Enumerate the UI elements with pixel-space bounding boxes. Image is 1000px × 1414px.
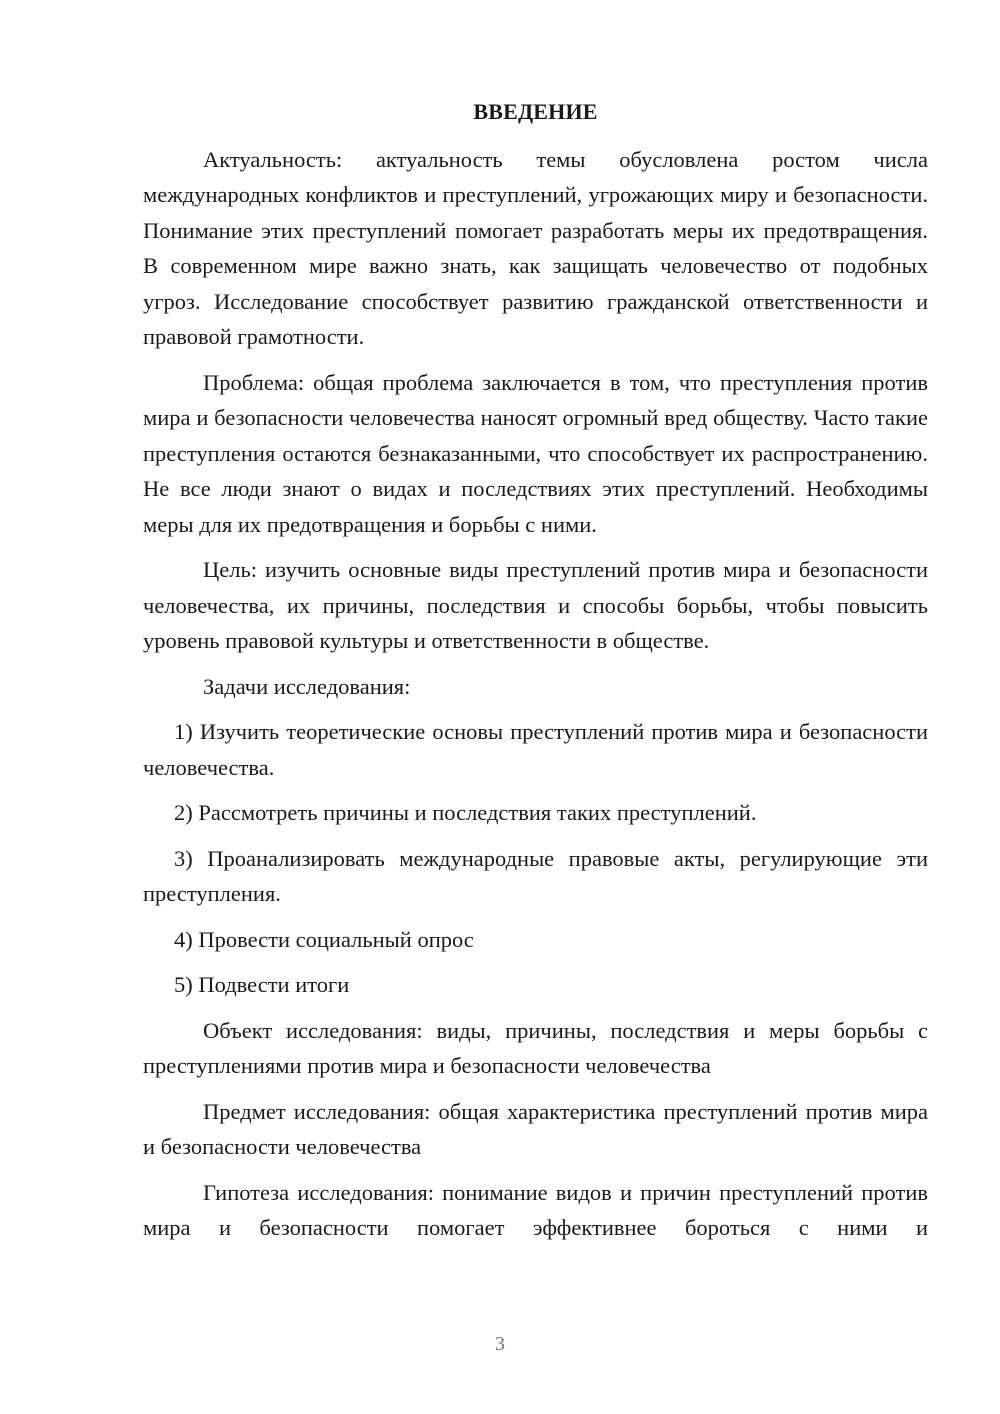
paragraph-problem: Проблема: общая проблема заключается в том, что преступления против мира и безопасности человечества наносят огромный вред обществу. Часто такие преступления остаются безнаказанными, что способствует их распространению. Не все люди знают о видах и последствиях этих преступлений. Необходимы меры для их предотвращения и борьбы с ними. bbox=[143, 369, 928, 537]
task-item-3: 3) Проанализировать международные правовые акты, регулирующие эти преступления. bbox=[143, 845, 928, 906]
task-item-2: 2) Рассмотреть причины и последствия таких преступлений. bbox=[174, 800, 757, 825]
task-item-4: 4) Провести социальный опрос bbox=[174, 926, 474, 952]
tasks-heading: Задачи исследования: bbox=[203, 673, 411, 699]
paragraph-goal: Цель: изучить основные виды преступлений против мира и безопасности человечества, их причины, последствия и способы борьбы, чтобы повысить уровень правовой культуры и ответственности в обществе. bbox=[143, 557, 928, 653]
task-item-1: 1) Изучить теоретические основы преступлений против мира и безопасности человечества. bbox=[143, 719, 928, 780]
paragraph-relevance: Актуальность: актуальность темы обусловлена ростом числа международных конфликтов и преступлений, угрожающих миру и безопасности. Понимание этих преступлений помогает разработать меры их предотвращения. В современном мире важно знать, как защищать человечество от подобных угроз. Исследование способствует развитию гражданской ответственности и правовой грамотности. bbox=[143, 146, 928, 349]
paragraph-subject: Предмет исследования: общая характеристика преступлений против мира и безопасности человечества bbox=[143, 1098, 928, 1159]
page-title: ВВЕДЕНИЕ bbox=[473, 99, 598, 124]
task-item-5: 5) Подвести итоги bbox=[174, 972, 350, 997]
paragraph-hypothesis: Гипотеза исследования: понимание видов и причин преступлений против мира и безопасности помогает эффективнее бороться с ними и bbox=[143, 1179, 928, 1240]
page-content bbox=[143, 94, 928, 1256]
paragraph-object: Объект исследования: виды, причины, последствия и меры борьбы с преступлениями против мира и безопасности человечества bbox=[143, 1017, 928, 1078]
page-number: 3 bbox=[495, 1333, 505, 1355]
